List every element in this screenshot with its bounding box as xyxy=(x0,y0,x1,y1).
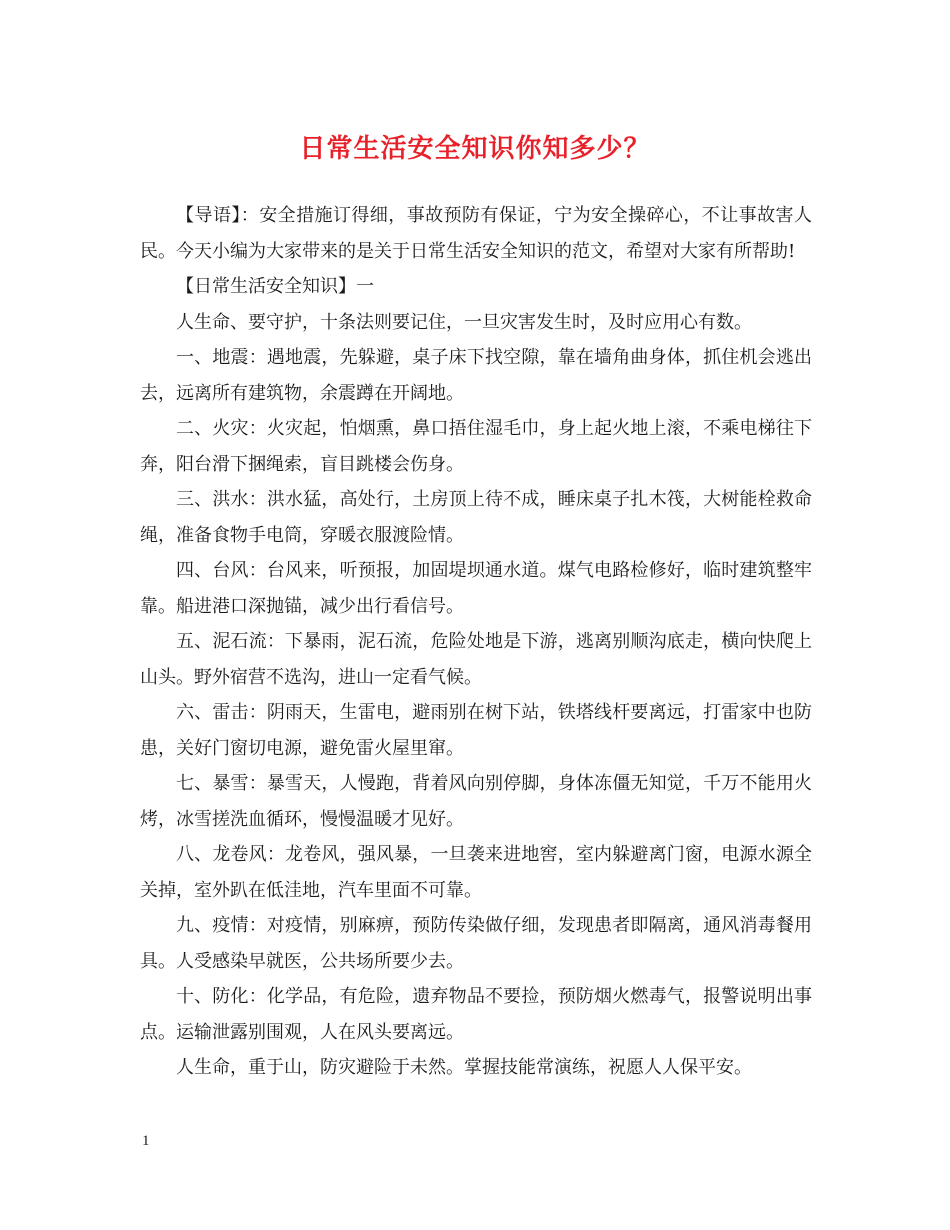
rule-epidemic: 九、疫情：对疫情，别麻痹，预防传染做仔细，发现患者即隔离，通风消毒餐用具。人受感染早就医，公共场所要少去。 xyxy=(140,915,812,972)
rule-fire: 二、火灾：火灾起，怕烟熏，鼻口捂住湿毛巾，身上起火地上滚，不乘电梯往下奔，阳台滑下捆绳索，盲目跳楼会伤身。 xyxy=(140,418,812,475)
page-number: 1 xyxy=(142,1133,150,1149)
rule-blizzard: 七、暴雪：暴雪天，人慢跑，背着风向别停脚，身体冻僵无知觉，千万不能用火烤，冰雪搓洗血循环，慢慢温暖才见好。 xyxy=(140,773,812,830)
closing-verse: 人生命，重于山，防灾避险于未然。掌握技能常演练，祝愿人人保平安。 xyxy=(176,1057,752,1078)
document-body xyxy=(140,198,812,1086)
rule-typhoon: 四、台风：台风来，听预报，加固堤坝通水道。煤气电路检修好，临时建筑整牢靠。船进港口深抛锚，减少出行看信号。 xyxy=(140,560,812,617)
opening-verse: 人生命、要守护，十条法则要记住，一旦灾害发生时，及时应用心有数。 xyxy=(176,311,752,333)
rule-flood: 三、洪水：洪水猛，高处行，土房顶上待不成，睡床桌子扎木筏，大树能栓救命绳，准备食物手电筒，穿暖衣服渡险情。 xyxy=(140,489,812,546)
page-title: 日常生活安全知识你知多少？ xyxy=(299,134,651,164)
section-heading: 【日常生活安全知识】一 xyxy=(176,276,374,297)
rule-tornado: 八、龙卷风：龙卷风，强风暴，一旦袭来进地窖，室内躲避离门窗，电源水源全关掉，室外趴在低洼地，汽车里面不可靠。 xyxy=(140,844,812,901)
rule-mudslide: 五、泥石流：下暴雨，泥石流，危险处地是下游，逃离别顺沟底走，横向快爬上山头。野外宿营不选沟，进山一定看气候。 xyxy=(140,631,812,688)
intro-paragraph: 【导语】：安全措施订得细，事故预防有保证，宁为安全操碎心，不让事故害人民。今天小编为大家带来的是关于日常生活安全知识的范文，希望对大家有所帮助! xyxy=(140,205,812,262)
rule-chemical: 十、防化：化学品，有危险，遗弃物品不要捡，预防烟火燃毒气，报警说明出事点。运输泄露别围观，人在风头要离远。 xyxy=(140,986,812,1043)
rule-earthquake: 一、地震：遇地震，先躲避，桌子床下找空隙，靠在墙角曲身体，抓住机会逃出去，远离所有建筑物，余震蹲在开阔地。 xyxy=(140,347,812,404)
rule-lightning: 六、雷击：阴雨天，生雷电，避雨别在树下站，铁塔线杆要离远，打雷家中也防患，关好门窗切电源，避免雷火屋里窜。 xyxy=(140,702,812,759)
